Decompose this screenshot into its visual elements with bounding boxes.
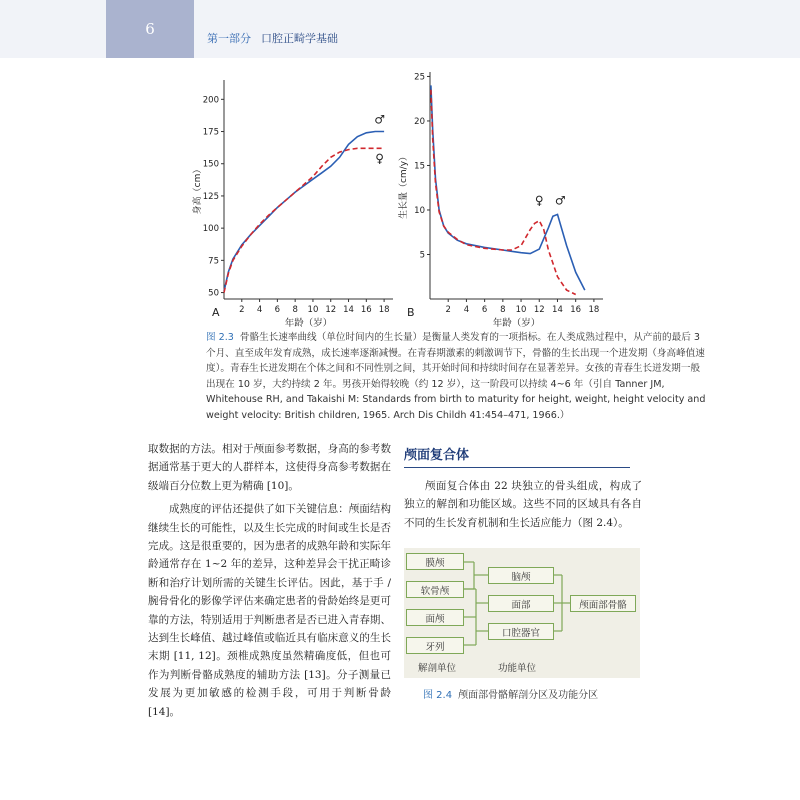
x-tick-label: 2: [445, 305, 451, 315]
female-symbol: ♀: [375, 151, 385, 166]
y-axis-label: 身高（cm）: [193, 164, 203, 215]
figure-2-3-caption: [206, 330, 706, 423]
male-symbol: ♂: [554, 193, 566, 208]
series-line-male: [224, 132, 384, 292]
x-tick-label: 10: [515, 305, 527, 315]
panel-a-label: A: [212, 306, 220, 319]
figure-2-4-caption: [423, 686, 598, 701]
y-tick-label: 50: [208, 288, 219, 299]
header-title: 口腔正畸学基础: [261, 32, 338, 45]
anatomical-unit: 面颅: [406, 609, 464, 626]
series-line-female: [431, 90, 576, 295]
header-part: 第一部分: [207, 32, 251, 45]
y-tick-label: 100: [202, 224, 219, 235]
y-tick-label: 175: [202, 127, 219, 138]
male-symbol: ♂: [374, 112, 386, 127]
anatomical-units-label: 解剖单位: [418, 663, 457, 674]
panel-b-label: B: [407, 306, 415, 319]
x-tick-label: 18: [378, 305, 390, 315]
x-tick-label: 18: [588, 305, 600, 315]
y-tick-label: 150: [202, 159, 219, 170]
anatomical-unit: 膜颅: [406, 553, 464, 570]
x-tick-label: 14: [343, 305, 354, 315]
paragraph-1: 取数据的方法。相对于颅面参考数据，身高的参考数据通常基于更大的人群样本，这使得身高参考数据在级端百分位数上更为精确 [10]。: [148, 443, 391, 492]
y-tick-label: 20: [414, 116, 425, 127]
caption-label: 图 2.3: [206, 332, 234, 343]
figure-2-3: [0, 0, 800, 330]
chart-panel-b: [397, 72, 603, 329]
x-tick-label: 2: [239, 305, 245, 315]
x-tick-label: 6: [481, 305, 488, 315]
chart-panel-a: [191, 80, 393, 329]
female-symbol: ♀: [534, 193, 544, 208]
y-tick-label: 5: [419, 250, 425, 261]
x-tick-label: 4: [256, 305, 263, 315]
caption-text: 骨骼生长速率曲线（单位时间内的生长量）是衡量人类发育的一项指标。在人类成熟过程中，从产前的最后 3 个月、直至成年发育成熟，成长速率逐渐减慢。在青春期激素的刺激调节下，骨骼的生长出现一个进发期（身高峰值速度）。青春生长迸发期在个体之间和不同性别之间，其开始时间和持续时间存在显著差异。女孩的青春生长迸发期一般出现在 10 岁，大约持续 2 年。男孩开始得较晚（约 12 岁），这一阶段可以持续 4~6 年（引自 Tanner JM, Whitehouse RH, and Takaishi M: Standards from birth to maturity for height, weight, height velocity and weight velocity: British children, 1965. Arch Dis Childh 41:454–471, 1966.）: [206, 332, 706, 421]
x-axis-label: 年龄（岁）: [284, 318, 333, 329]
x-tick-label: 12: [533, 305, 545, 315]
left-column: [148, 440, 391, 726]
paragraph-2: 成熟度的评估还提供了如下关键信息：颅面结构继续生长的可能性，以及生长完成的时间或生长是否完成。这是很重要的，因为患者的成熟年龄和实际年龄通常存在 1~2 年的差异，这种差异会干扰正畸诊断和治疗计划所需的关键生长评估。因此，基于手 / 腕骨骨化的影像学评估来确定患者的骨龄始终是更可靠的方法，特别适用于判断患者是否已进入青春期、达到生长峰值、越过峰值或临近具有临床意义的生长末期 [11, 12]。颈椎成熟度虽然精确度低，但也可作为判断骨骼成熟度的辅助方法 [13]。分子测量已发展为更加敏感的检测手段，可用于判断骨龄 [14]。: [148, 503, 391, 718]
y-axis-label: 生长量（cm/y）: [399, 151, 409, 220]
functional-unit: 脑颅: [488, 567, 554, 584]
functional-unit: 面部: [488, 595, 554, 612]
x-tick-label: 6: [274, 305, 281, 315]
y-tick-label: 125: [202, 191, 219, 202]
figure-2-4-diagram: [404, 548, 640, 678]
y-tick-label: 75: [208, 256, 219, 267]
anatomical-unit: 牙列: [406, 637, 464, 654]
x-tick-label: 8: [500, 305, 506, 315]
series-line-female: [224, 148, 384, 292]
y-tick-label: 10: [414, 205, 425, 216]
x-tick-label: 10: [307, 305, 319, 315]
y-tick-label: 15: [414, 161, 425, 172]
x-tick-label: 16: [360, 305, 372, 315]
x-tick-label: 16: [570, 305, 582, 315]
x-tick-label: 14: [552, 305, 563, 315]
x-tick-label: 4: [463, 305, 470, 315]
series-line-male: [431, 85, 585, 290]
y-tick-label: 200: [202, 95, 219, 106]
page-number: 6: [106, 0, 194, 58]
functional-unit: 口腔器官: [488, 623, 554, 640]
combined-unit: 颅面部骨骼: [570, 595, 636, 612]
section-paragraph: 颅面复合体由 22 块独立的骨头组成，构成了独立的解剖和功能区域。这些不同的区域具有各自不同的生长发育机制和生长适应能力（图 2.4）。: [404, 480, 642, 529]
anatomical-unit: 软骨颅: [406, 581, 464, 598]
x-axis-label: 年龄（岁）: [492, 318, 541, 329]
x-tick-label: 8: [292, 305, 298, 315]
x-tick-label: 12: [325, 305, 337, 315]
section-heading: 颅面复合体: [404, 444, 630, 468]
functional-units-label: 功能单位: [498, 663, 537, 674]
caption-label: 图 2.4: [423, 690, 453, 701]
y-tick-label: 25: [414, 72, 425, 83]
caption-text: 颅面部骨骼解剖分区及功能分区: [458, 690, 599, 701]
